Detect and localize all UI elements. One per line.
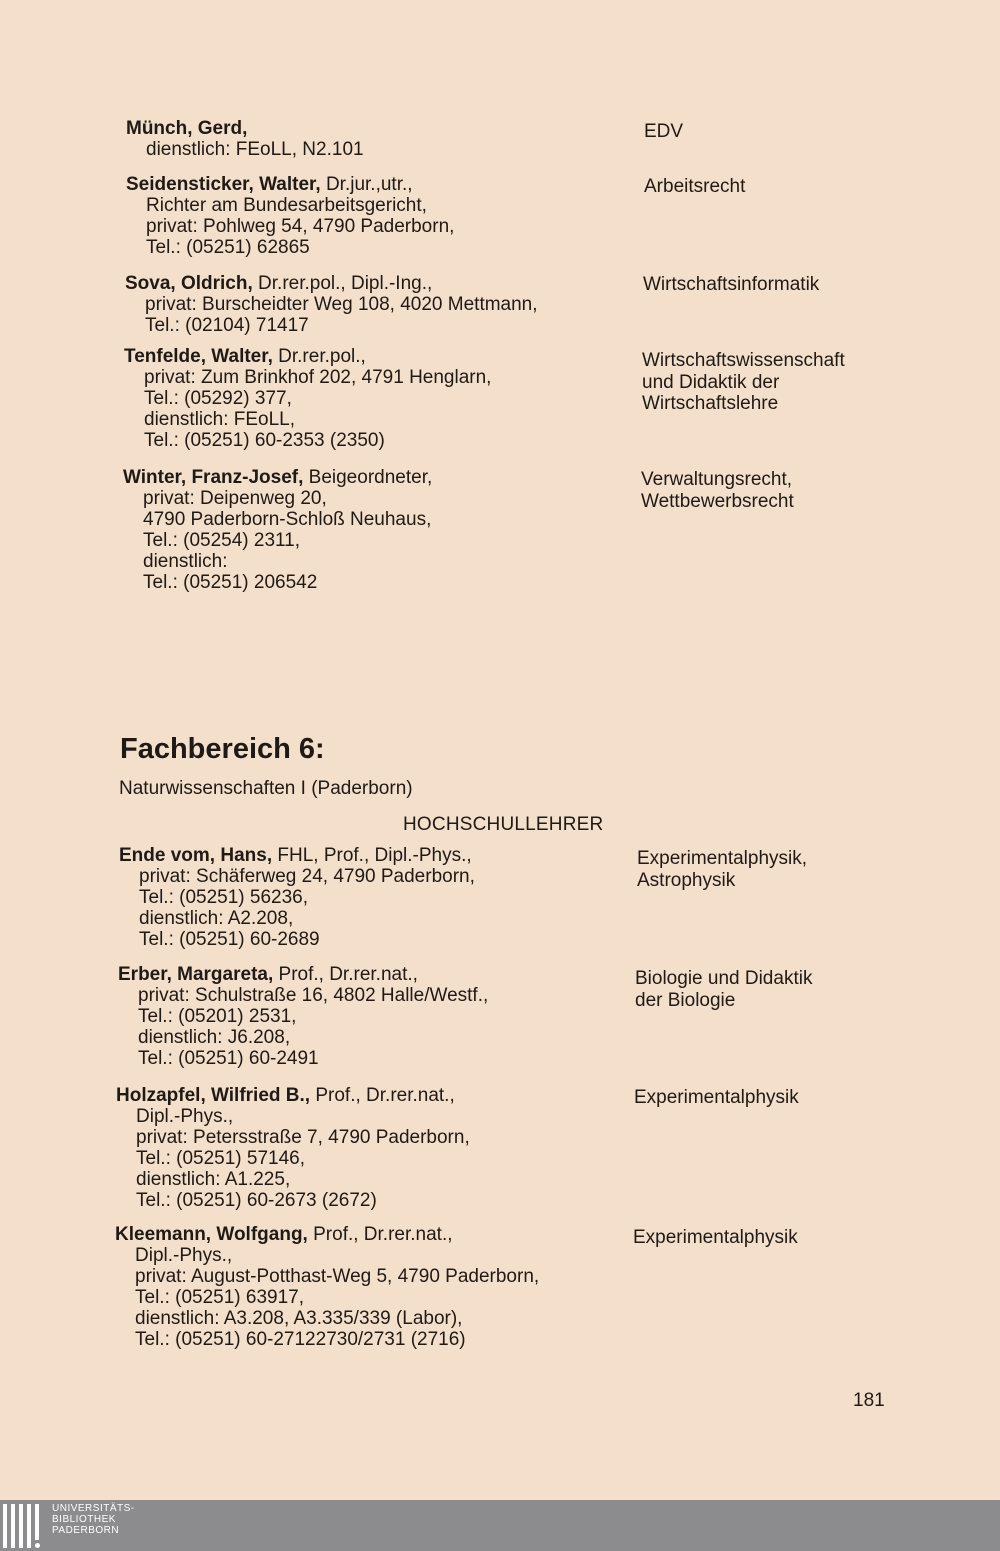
person-name: Kleemann, Wolfgang, [115,1224,308,1245]
entry-detail: dienstlich: A1.225, [136,1169,291,1190]
entry-header [124,346,491,367]
field-line: Wettbewerbsrecht [641,490,794,512]
entry-detail: dienstlich: [143,551,228,572]
entry-detail: Tel.: (05251) 206542 [143,572,318,593]
entry-detail: Tel.: (05251) 60-27122730/2731 (2716) [135,1329,466,1350]
entry-detail: privat: August-Potthast-Weg 5, 4790 Paderborn, [135,1266,540,1287]
entry-detail: Tel.: (05251) 62865 [146,237,310,258]
person-titles: Beigeordneter, [303,467,433,488]
field-line: Arbeitsrecht [644,176,746,197]
entry-detail: dienstlich: A2.208, [139,908,294,929]
field-line: Experimentalphysik [633,1227,798,1248]
field-line: und Didaktik der [642,371,780,393]
field-of-study [634,1087,799,1109]
field-line: Wirtschaftsinformatik [643,274,820,295]
person-titles: Dr.jur.,utr., [320,174,413,195]
entry-detail: privat: Petersstraße 7, 4790 Paderborn, [136,1127,470,1148]
field-of-study [643,274,819,296]
entry-detail: dienstlich: FEoLL, N2.101 [146,139,364,160]
group-heading: HOCHSCHULLEHRER [403,814,604,835]
entry-detail: Tel.: (05201) 2531, [138,1006,297,1027]
entry-detail: dienstlich: FEoLL, [144,409,296,430]
entry-detail: privat: Schäferweg 24, 4790 Paderborn, [139,866,475,887]
field-line: der Biologie [635,989,736,1011]
faculty-entry [124,346,491,451]
person-titles: Prof., Dr.rer.nat., [307,1224,453,1245]
field-line: Verwaltungsrecht, [641,469,793,490]
person-name: Münch, Gerd, [126,118,248,139]
field-of-study [644,121,683,143]
entry-detail: Tel.: (05251) 60-2491 [138,1048,319,1069]
section-subtitle: Naturwissenschaften I (Paderborn) [119,778,413,799]
entry-detail: Tel.: (05254) 2311, [143,530,301,551]
person-titles: FHL, Prof., Dipl.-Phys., [272,845,472,866]
entry-header [116,1085,470,1106]
person-name: Sova, Oldrich, [125,273,253,294]
faculty-entry [115,1224,539,1350]
field-of-study [633,1227,798,1249]
entry-header [126,118,364,139]
field-line: Biologie und Didaktik [635,968,813,989]
section-title: Fachbereich 6: [120,733,325,765]
entry-header [125,273,538,294]
field-line: Experimentalphysik, [637,848,808,869]
entry-detail: Tel.: (05251) 60-2673 (2672) [136,1190,377,1211]
field-of-study [635,968,812,1011]
field-line: Wirtschaftswissenschaft [642,350,845,371]
field-of-study [642,350,845,415]
field-line: Astrophysik [637,869,736,891]
person-name: Seidensticker, Walter, [126,174,321,195]
field-of-study [637,848,807,891]
entry-detail: Tel.: (05251) 63917, [135,1287,305,1308]
person-titles: Prof., Dr.rer.nat., [310,1085,455,1106]
faculty-entry [123,467,432,593]
field-of-study [641,469,794,512]
entry-header [118,964,488,985]
library-name [52,1503,135,1536]
entry-detail: Dipl.-Phys., [136,1106,234,1127]
faculty-entry [125,273,538,336]
library-name-line: BIBLIOTHEK [52,1514,116,1525]
entry-detail: Tel.: (05251) 57146, [136,1148,306,1169]
entry-detail: dienstlich: J6.208, [138,1027,291,1048]
field-line: EDV [644,121,684,142]
entry-header [123,467,432,488]
person-titles: Dr.rer.pol., [272,346,366,367]
entry-header [126,174,454,195]
entry-detail: dienstlich: A3.208, A3.335/339 (Labor), [135,1308,463,1329]
faculty-entry [118,964,488,1069]
faculty-entry [116,1085,470,1211]
person-name: Tenfelde, Walter, [124,346,273,367]
field-line: Experimentalphysik [634,1087,799,1108]
entry-detail: privat: Schulstraße 16, 4802 Halle/Westf., [138,985,489,1006]
entry-header [115,1224,539,1245]
faculty-entry [126,118,364,160]
faculty-entry [126,174,454,258]
library-footer-bar [0,1500,1000,1551]
faculty-entry [119,845,475,950]
entry-detail: Richter am Bundesarbeitsgericht, [146,195,427,216]
library-name-line: PADERBORN [52,1525,120,1536]
field-of-study [644,176,745,198]
entry-detail: Tel.: (05251) 56236, [139,887,309,908]
page-number: 181 [853,1390,885,1411]
entry-detail: privat: Deipenweg 20, [143,488,327,509]
entry-detail: Tel.: (05251) 60-2353 (2350) [144,430,385,451]
entry-detail: privat: Zum Brinkhof 202, 4791 Henglarn, [144,367,492,388]
library-name-line: UNIVERSITÄTS- [52,1503,135,1514]
entry-header [119,845,475,866]
person-name: Holzapfel, Wilfried B., [116,1085,311,1106]
entry-detail: privat: Burscheidter Weg 108, 4020 Mettmann, [145,294,538,315]
library-logo-icon [3,1504,47,1548]
person-titles: Prof., Dr.rer.nat., [273,964,418,985]
entry-detail: Tel.: (05251) 60-2689 [139,929,320,950]
person-name: Erber, Margareta, [118,964,274,985]
person-name: Winter, Franz-Josef, [123,467,304,488]
person-titles: Dr.rer.pol., Dipl.-Ing., [252,273,433,294]
entry-detail: 4790 Paderborn-Schloß Neuhaus, [143,509,432,530]
entry-detail: Tel.: (02104) 71417 [145,315,309,336]
entry-detail: Dipl.-Phys., [135,1245,233,1266]
entry-detail: privat: Pohlweg 54, 4790 Paderborn, [146,216,455,237]
field-line: Wirtschaftslehre [642,393,779,414]
person-name: Ende vom, Hans, [119,845,273,866]
entry-detail: Tel.: (05292) 377, [144,388,292,409]
